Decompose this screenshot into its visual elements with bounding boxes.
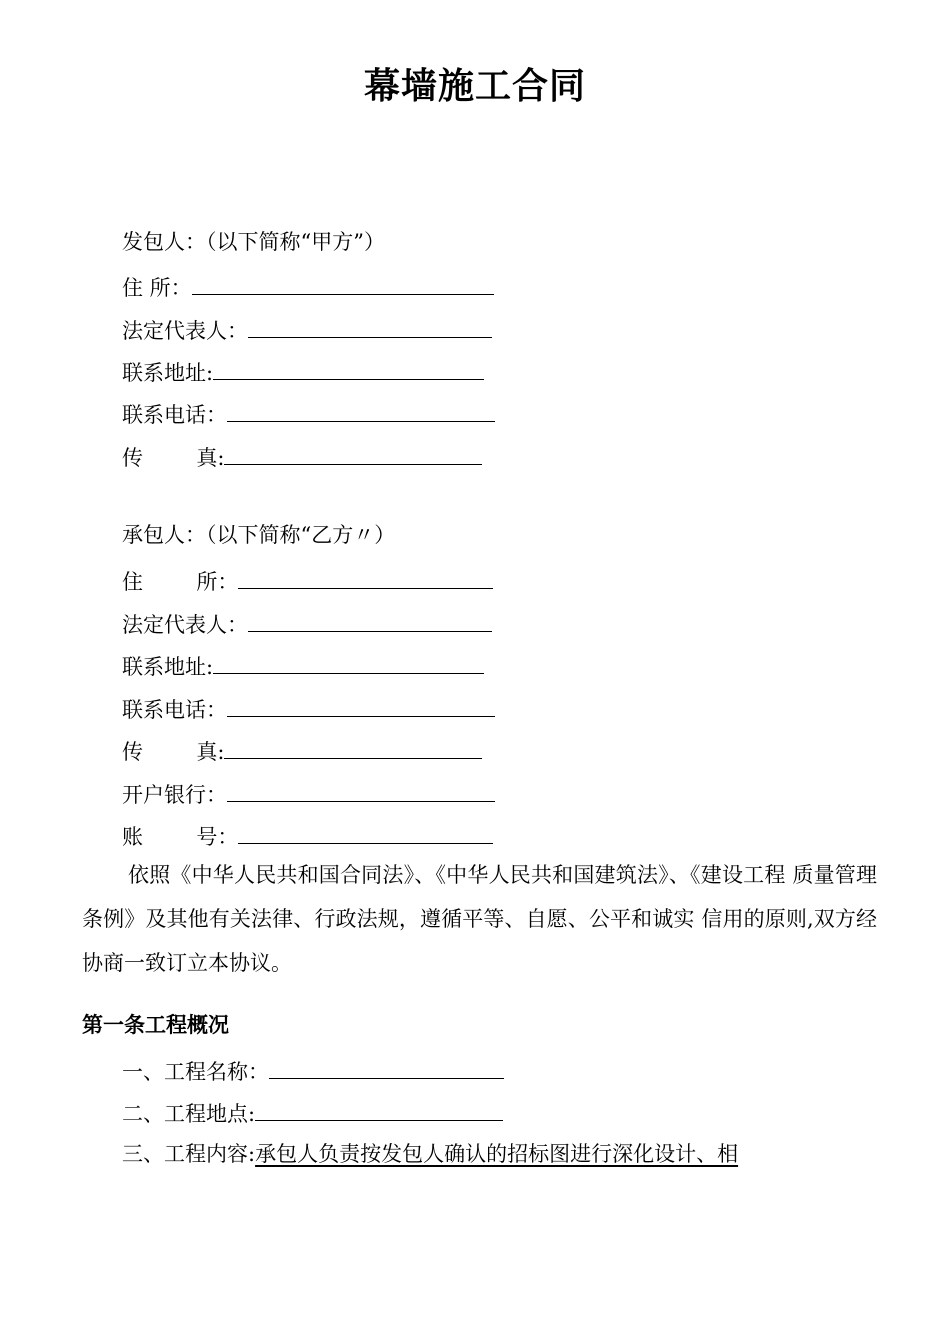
party-a-fax-field[interactable] xyxy=(224,440,482,465)
party-b-account-field[interactable] xyxy=(238,819,493,844)
party-b-legal-rep-label: 法定代表人： xyxy=(122,613,248,637)
party-b-fax-field[interactable] xyxy=(224,734,482,759)
party-a-contact-address-field[interactable] xyxy=(213,355,484,380)
party-a-contact-address-row xyxy=(122,355,484,388)
party-b-phone-row xyxy=(122,692,495,725)
party-b-phone-label: 联系电话： xyxy=(122,698,227,722)
project-content-row xyxy=(122,1139,738,1169)
article-1-heading: 第一条工程概况 xyxy=(82,1013,229,1037)
project-location-field[interactable] xyxy=(255,1096,503,1121)
party-b-address-label: 住 所： xyxy=(122,570,239,594)
party-b-header: 承包人：（以下简称“乙方〃） xyxy=(122,523,396,547)
party-a-address-field[interactable] xyxy=(192,270,494,295)
party-b-legal-rep-field[interactable] xyxy=(248,607,492,632)
party-b-bank-label: 开户银行： xyxy=(122,783,227,807)
party-a-phone-field[interactable] xyxy=(227,397,495,422)
project-location-row xyxy=(122,1096,503,1129)
project-content-value: 承包人负责按发包人确认的招标图进行深化设计、相 xyxy=(255,1142,739,1166)
party-b-fax-row xyxy=(122,734,482,767)
party-a-phone-row xyxy=(122,397,495,430)
party-b-legal-rep-row xyxy=(122,607,492,640)
party-b-contact-address-label: 联系地址: xyxy=(122,655,214,679)
party-b-contact-address-field[interactable] xyxy=(213,649,484,674)
party-a-header: 发包人：（以下简称“甲方”） xyxy=(122,230,385,254)
party-b-bank-row xyxy=(122,777,495,810)
party-a-phone-label: 联系电话： xyxy=(122,403,227,427)
party-a-address-label: 住 所： xyxy=(122,276,192,300)
project-location-label: 二、工程地点: xyxy=(122,1102,256,1126)
project-name-row xyxy=(122,1054,504,1087)
party-a-contact-address-label: 联系地址: xyxy=(122,361,214,385)
project-content-label: 三、工程内容: xyxy=(122,1142,256,1166)
party-b-address-field[interactable] xyxy=(238,564,493,589)
party-a-legal-rep-label: 法定代表人： xyxy=(122,319,248,343)
party-a-fax-row xyxy=(122,440,482,473)
project-name-label: 一、工程名称： xyxy=(122,1060,269,1084)
project-name-field[interactable] xyxy=(269,1054,504,1079)
party-b-address-row xyxy=(122,564,493,597)
party-a-legal-rep-row xyxy=(122,313,492,346)
party-a-fax-label: 传 真: xyxy=(122,446,225,470)
party-b-account-row xyxy=(122,819,493,852)
party-b-phone-field[interactable] xyxy=(227,692,495,717)
party-b-account-label: 账 号： xyxy=(122,825,239,849)
party-a-address-row xyxy=(122,270,494,303)
preamble-paragraph: 依照《中华人民共和国合同法》、《中华人民共和国建筑法》、《建设工程 质量管理条例》及其他有关法律、行政法规，遵循平等、自愿、公平和诚实 信用的原则,双方经协商一致订立本协议。 xyxy=(82,863,877,975)
party-b-contact-address-row xyxy=(122,649,484,682)
party-b-bank-field[interactable] xyxy=(227,777,495,802)
party-b-fax-label: 传 真: xyxy=(122,740,225,764)
party-a-legal-rep-field[interactable] xyxy=(248,313,492,338)
document-title: 幕墙施工合同 xyxy=(363,66,586,107)
